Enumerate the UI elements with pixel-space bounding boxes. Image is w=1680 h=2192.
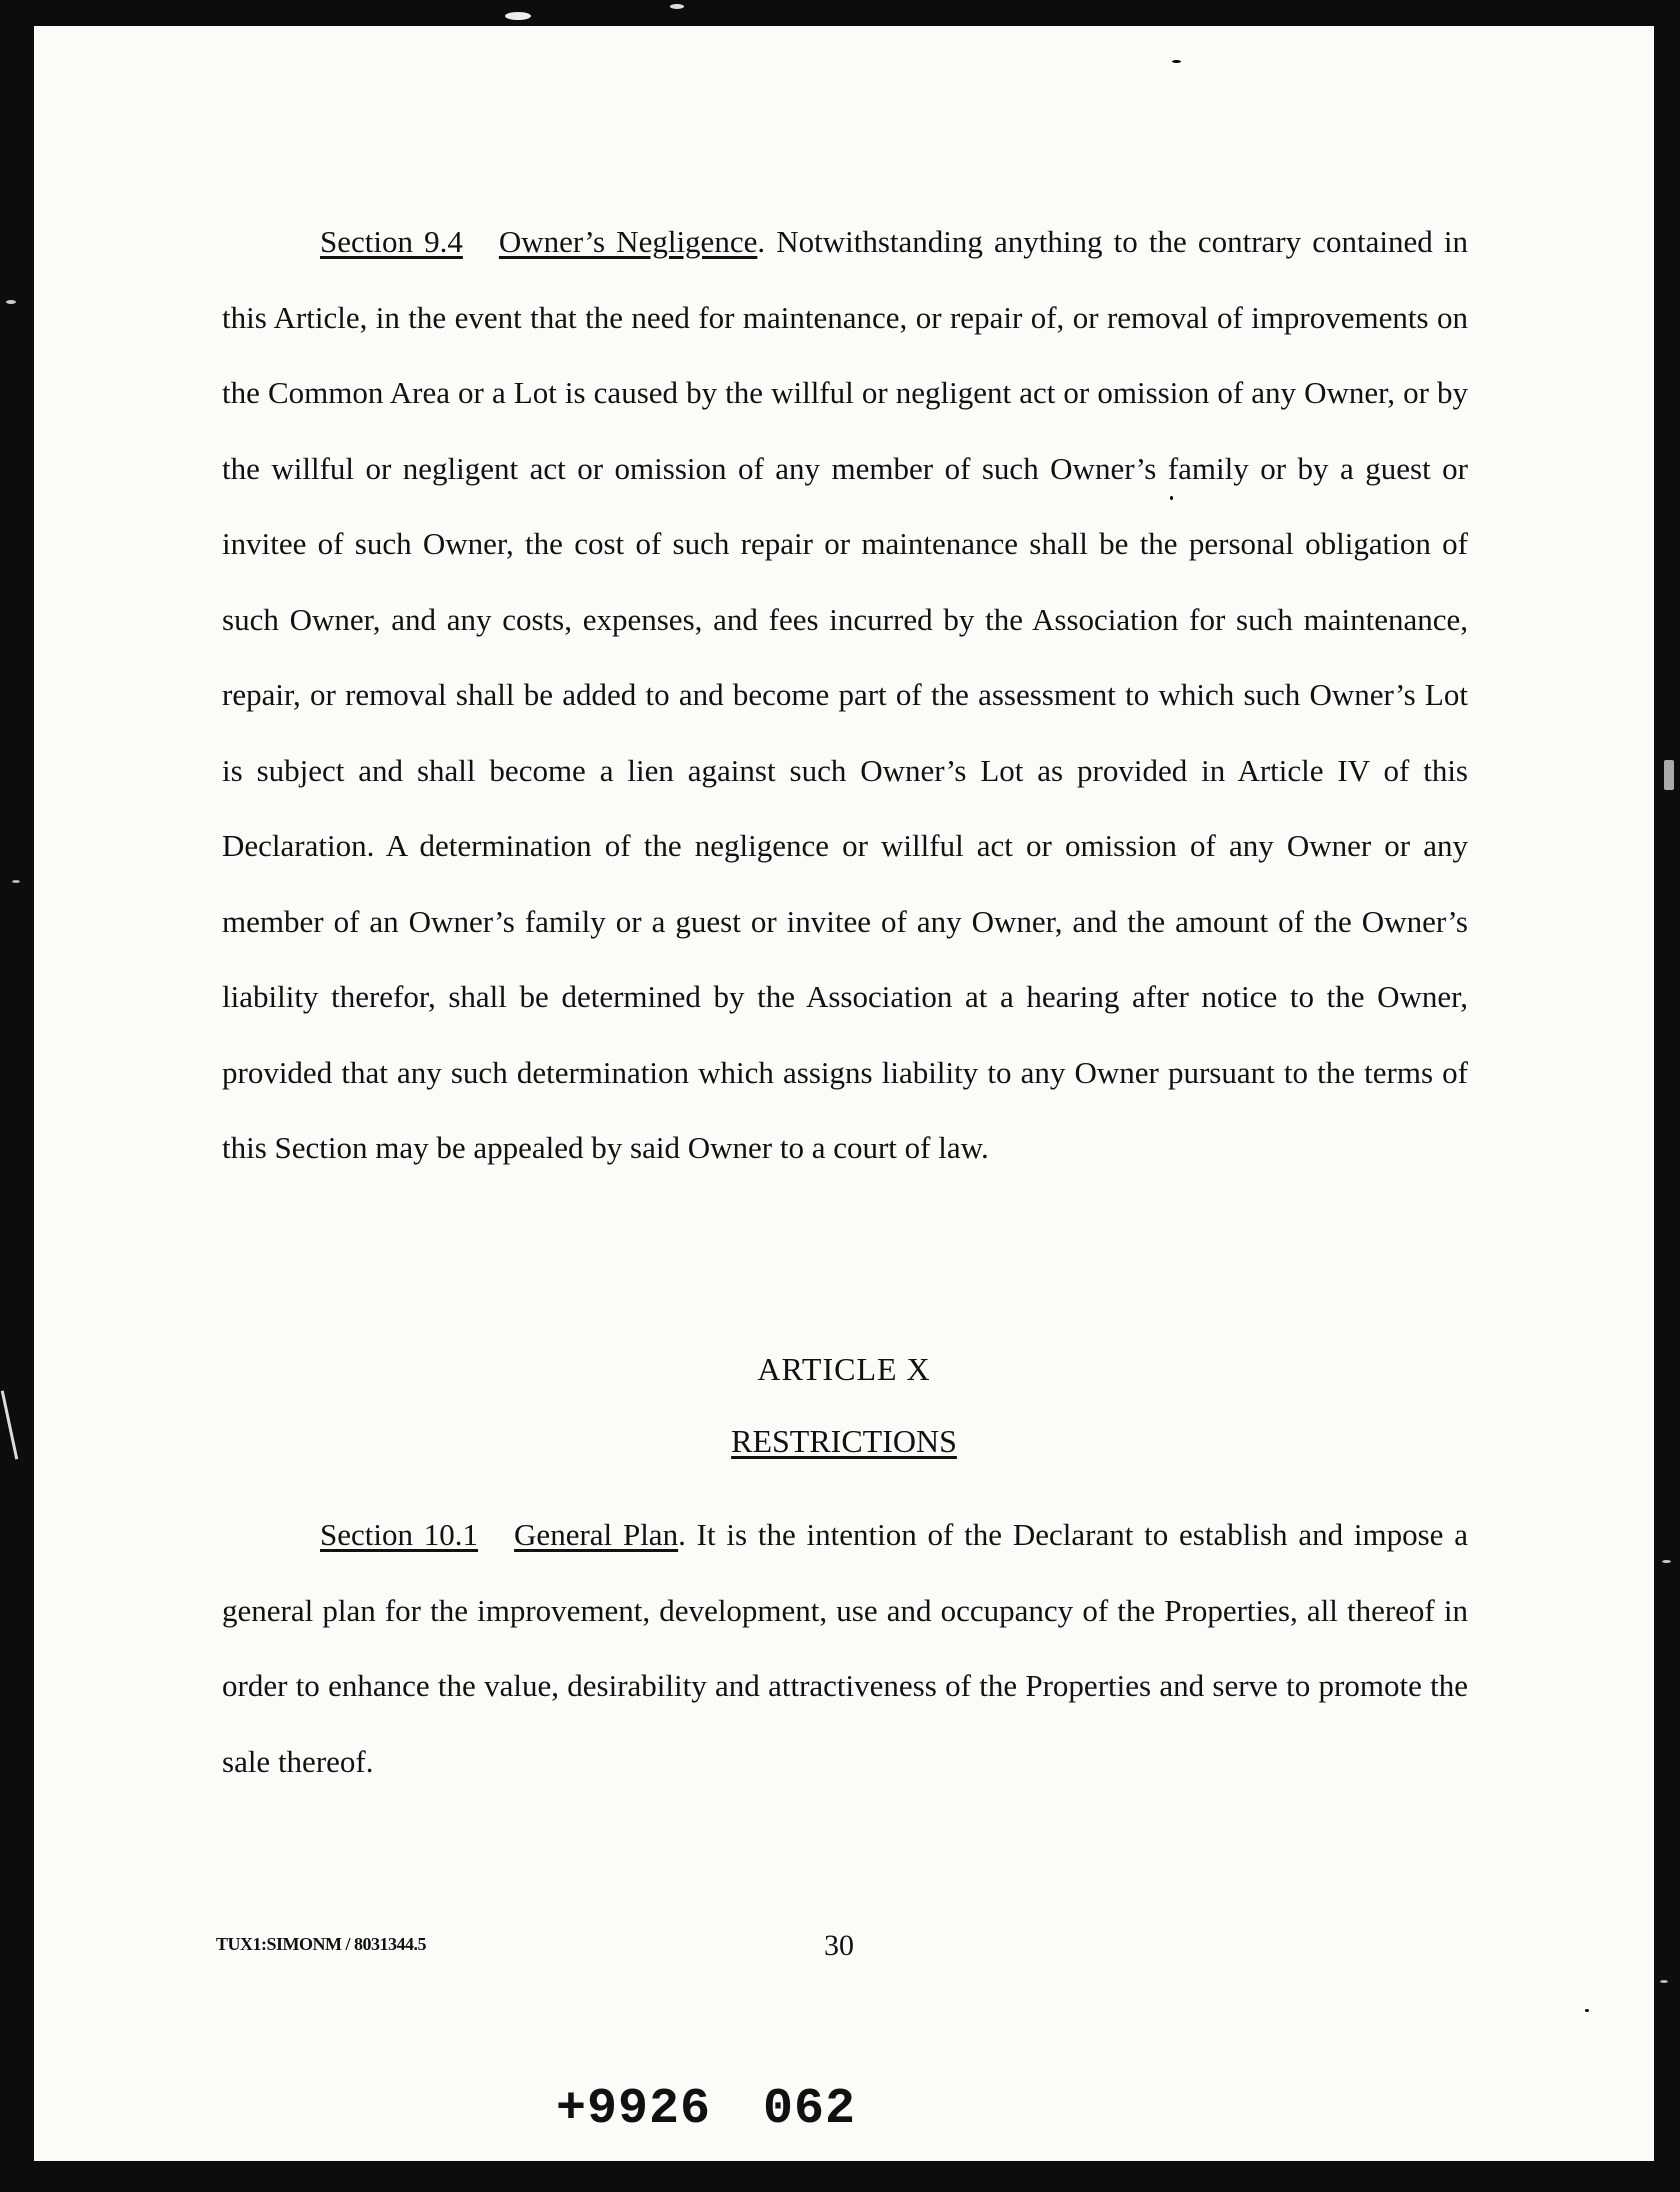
article-subtitle-text: RESTRICTIONS — [731, 1423, 957, 1459]
scan-speck — [1170, 496, 1173, 500]
document-code: TUX1:SIMONM / 8031344.5 — [216, 1934, 426, 1954]
section-10-1-number: Section 10.1 — [320, 1517, 479, 1552]
scan-speck — [505, 12, 531, 20]
scan-speck — [1585, 2009, 1589, 2012]
article-subtitle — [34, 1423, 1654, 1460]
section-9-4-number: Section 9.4 — [320, 224, 463, 259]
bates-number — [556, 2081, 856, 2138]
scan-streak — [1, 1390, 18, 1459]
bates-suffix: 062 — [763, 2081, 857, 2138]
scan-speck — [1662, 1560, 1671, 1563]
section-10-1-body: . It is the intention of the Declarant to establish and impose a general plan for the improvement, development, use and occupancy of the Properties, all thereof in order to enhance the value, desirability and attractiveness of the Properties and serve to promote the sale thereof. — [222, 1517, 1468, 1779]
section-10-1-paragraph — [222, 1497, 1468, 1799]
scan-speck — [670, 4, 684, 9]
section-9-4-body: . Notwithstanding anything to the contrary contained in this Article, in the event that the need for maintenance, or repair of, or removal of improvements on the Common Area or a Lot is caused by the willful or negligent act or omission of any Owner, or by the willful or negligent act or omission of any member of such Owner’s family or by a guest or invitee of such Owner, the cost of such repair or maintenance shall be the personal obligation of such Owner, and any costs, expenses, and fees incurred by the Association for such maintenance, repair, or removal shall be added to and become part of the assessment to which such Owner’s Lot is subject and shall become a lien against such Owner’s Lot as provided in Article IV of this Declaration. A determination of the negligence or willful act or omission of any Owner or any member of an Owner’s family or a guest or invitee of any Owner, and the amount of the Owner’s liability therefor, shall be determined by the Association at a hearing after notice to the Owner, provided that any such determination which assigns liability to any Owner pursuant to the terms of this Section may be appealed by said Owner to a court of law. — [222, 224, 1468, 1165]
scan-speck — [1172, 60, 1181, 63]
page-number: 30 — [824, 1929, 854, 1962]
scan-speck — [12, 880, 20, 883]
scan-speck — [1660, 1980, 1668, 1983]
document-page — [34, 26, 1654, 2161]
section-10-1-heading: General Plan — [514, 1517, 679, 1552]
section-9-4-heading: Owner’s Negligence — [498, 224, 758, 259]
scan-speck — [1664, 760, 1674, 790]
scan-speck — [6, 300, 16, 304]
bates-prefix: +9926 — [556, 2081, 712, 2138]
section-9-4-paragraph — [222, 204, 1468, 1186]
article-title: ARTICLE X — [757, 1351, 931, 1387]
